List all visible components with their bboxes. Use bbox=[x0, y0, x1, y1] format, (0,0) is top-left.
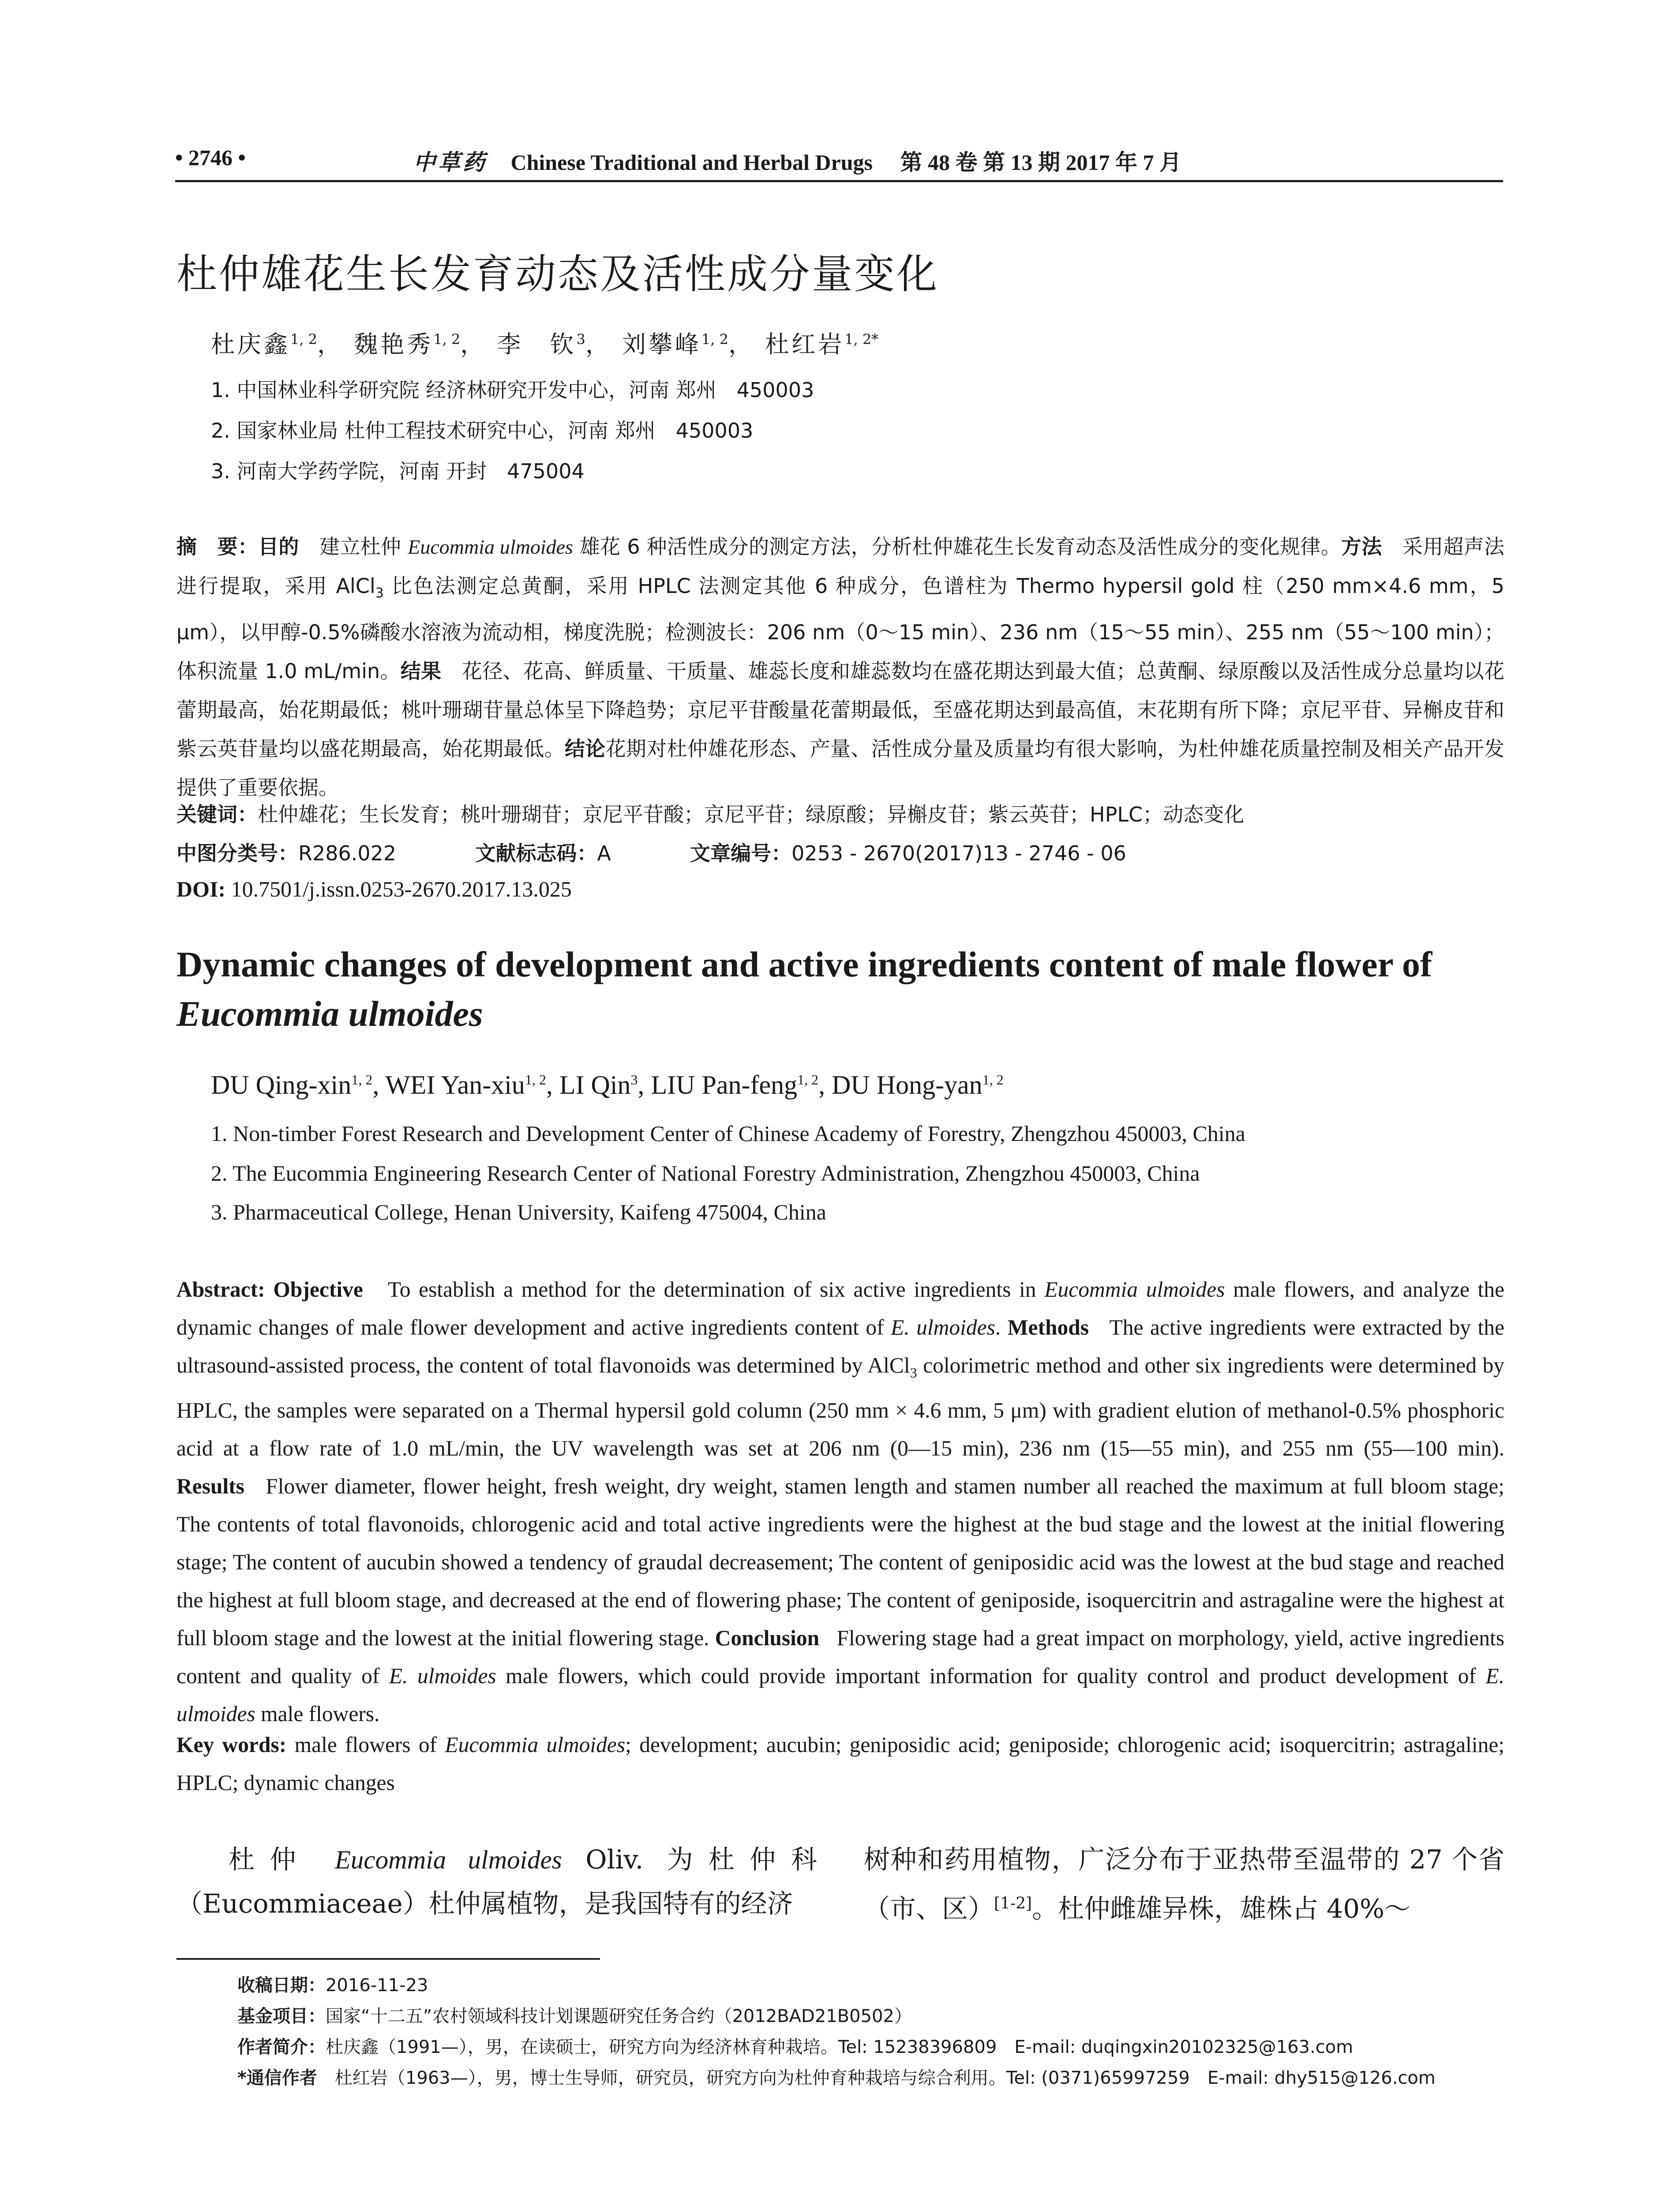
body-text: 杜仲 bbox=[229, 1844, 335, 1875]
author-affil-sup: 1, 2 bbox=[797, 1072, 819, 1088]
affiliation-en: 1. Non-timber Forest Research and Development Center of Chinese Academy of Forestry, Zhengzhou 450003, China bbox=[211, 1121, 1245, 1146]
classification-line bbox=[176, 837, 1126, 867]
authors-cn: 杜庆鑫$^{1, 2}$， 魏艳秀$^{1, 2}$， 李 钦$^3$， 刘攀峰$^{1, 2}$， 杜红岩$^{1, 2*}$ bbox=[211, 330, 879, 358]
author-affil-sup: 1, 2 bbox=[290, 331, 318, 348]
keywords-label: Key words: bbox=[176, 1733, 287, 1757]
journal-info bbox=[413, 145, 1181, 176]
doc-code-value: A bbox=[597, 841, 611, 865]
abstract-text: male flowers. bbox=[255, 1701, 380, 1726]
author-affil-sup: 1, 2 bbox=[525, 1072, 546, 1088]
abstract-text: 比色法测定总黄酮，采用 HPLC 法测定其他 6 种成分，色谱柱为 Thermo hypersil gold 柱（250 mm×4.6 mm，5 μm），以甲醇-0.5%磷酸水溶液为流动相，梯度洗脱；检测波长：206 nm（0～15 min）、236 nm（15～55 min）、255 nm（55～100 min）；体积流量 1.0 mL/min。 bbox=[176, 574, 1504, 683]
title-en-line2: Eucommia ulmoides bbox=[176, 994, 483, 1034]
abstract-text: 采用超声法进行提取，采用 AlCl bbox=[176, 535, 1505, 598]
keywords-text: male flowers of bbox=[294, 1733, 445, 1757]
abstract-text: 建立杜仲 bbox=[319, 535, 408, 559]
running-header bbox=[175, 140, 1503, 182]
footnote-corresponding bbox=[237, 2064, 1436, 2089]
affiliation-cn: 2. 国家林业局 杜仲工程技术研究中心，河南 郑州 450003 bbox=[211, 419, 754, 443]
author-name: DU Qing-xin bbox=[211, 1070, 352, 1099]
footnote-author-bio bbox=[237, 2033, 1353, 2058]
page-number: • 2746 • bbox=[175, 145, 246, 170]
journal-name-en: Chinese Traditional and Herbal Drugs bbox=[510, 150, 873, 175]
abstract-label: 摘 要： bbox=[176, 535, 259, 559]
abstract-cn bbox=[176, 527, 1504, 807]
subscript: 3 bbox=[375, 585, 384, 601]
footnote-label: 基金项目： bbox=[237, 2006, 326, 2026]
author-name: LI Qin bbox=[559, 1070, 631, 1099]
author-name: 李 钦 bbox=[497, 330, 577, 358]
species-name: Eucommia ulmoides bbox=[408, 536, 573, 558]
objective-label: 目的 bbox=[258, 535, 299, 559]
keywords-text: 杜仲雄花；生长发育；桃叶珊瑚苷；京尼平苷酸；京尼平苷；绿原酸；异槲皮苷；紫云英苷；HPLC；动态变化 bbox=[258, 803, 1245, 826]
body-column-left bbox=[176, 1838, 817, 1926]
footnote-text: 杜红岩（1963—），男，博士生导师，研究员，研究方向为杜仲育种栽培与综合利用。Tel: (0371)65997259 E-mail: dhy515@126.com bbox=[317, 2068, 1436, 2088]
title-cn: 杜仲雄花生长发育动态及活性成分量变化 bbox=[176, 251, 939, 298]
body-column-right bbox=[864, 1838, 1504, 1931]
species-name: Eucommia ulmoides bbox=[334, 1845, 562, 1874]
subscript: 3 bbox=[910, 1364, 917, 1381]
abstract-text: male flowers, and analyze the dynamic changes of male flower development and active ingredients content of bbox=[176, 1277, 1505, 1339]
author-affil-sup: 3 bbox=[630, 1072, 638, 1088]
body-text: Oliv. 为杜仲科（Eucommiaceae）杜仲属植物，是我国特有的经济 bbox=[176, 1844, 817, 1919]
species-name: E. ulmoides bbox=[891, 1315, 995, 1339]
footnote-text: 2016-11-23 bbox=[326, 1975, 428, 1996]
author-affil-sup: 1, 2 bbox=[701, 331, 729, 348]
results-label: Results bbox=[176, 1474, 245, 1498]
keywords-text: ; development; aucubin; geniposidic acid; geniposide; chlorogenic acid; isoquercitrin; astragaline; HPLC; dynamic changes bbox=[176, 1733, 1505, 1795]
footnote-divider bbox=[176, 1958, 600, 1960]
affiliation-en: 2. The Eucommia Engineering Research Center of National Forestry Administration, Zhengzhou 450003, China bbox=[211, 1161, 1200, 1186]
doi-label: DOI: bbox=[176, 877, 226, 901]
author-name: LIU Pan-feng bbox=[651, 1070, 798, 1099]
conclusion-label: Conclusion bbox=[715, 1625, 820, 1650]
author-affil-sup: 1, 2 bbox=[433, 331, 461, 348]
footnote-label: 收稿日期： bbox=[237, 1975, 326, 1996]
author-name: 杜庆鑫 bbox=[211, 330, 290, 358]
author-name: 杜红岩 bbox=[765, 330, 845, 358]
clc-value: R286.022 bbox=[298, 841, 397, 865]
abstract-label: Abstract: Objective bbox=[176, 1277, 363, 1302]
title-en-line1: Dynamic changes of development and active ingredients content of male flower of bbox=[176, 944, 1432, 984]
footnote-label: 作者简介： bbox=[237, 2037, 326, 2057]
keywords-cn bbox=[176, 799, 1504, 828]
author-name: WEI Yan-xiu bbox=[385, 1070, 525, 1099]
article-no-value: 0253 - 2670(2017)13 - 2746 - 06 bbox=[791, 841, 1126, 865]
abstract-text: 雄花 6 种活性成分的测定方法，分析杜仲雄花生长发育动态及活性成分的变化规律。 bbox=[573, 535, 1341, 559]
author-affil-sup: 1, 2* bbox=[844, 331, 879, 348]
footnote-text: 国家“十二五”农村领域科技计划课题研究任务合约（2012BAD21B0502） bbox=[326, 2006, 912, 2026]
abstract-text: To establish a method for the determination of six active ingredients in bbox=[387, 1277, 1045, 1302]
citation-ref: [1-2] bbox=[994, 1895, 1032, 1913]
body-text: 。杜仲雌雄异株，雄株占 40%～ bbox=[1032, 1893, 1410, 1924]
author-affil-sup: 1, 2 bbox=[351, 1072, 373, 1088]
species-name: E. ulmoides bbox=[389, 1663, 496, 1688]
title-en bbox=[176, 940, 1504, 1039]
results-label: 结果 bbox=[400, 659, 442, 683]
author-affil-sup: 3 bbox=[576, 331, 585, 348]
species-name: Eucommia ulmoides bbox=[1044, 1277, 1225, 1302]
methods-label: Methods bbox=[1007, 1315, 1089, 1339]
footnote-received bbox=[237, 1971, 428, 1996]
keywords-label: 关键词： bbox=[176, 803, 258, 826]
journal-name-cn: 中草药 bbox=[413, 150, 488, 175]
abstract-text: Flowering stage had a great impact on morphology, yield, active ingredients content and quality of bbox=[176, 1625, 1505, 1688]
footnote-funding bbox=[237, 2002, 912, 2027]
conclusion-label: 结论 bbox=[564, 737, 606, 761]
methods-label: 方法 bbox=[1341, 535, 1382, 559]
clc-label: 中图分类号： bbox=[176, 841, 298, 865]
keywords-en bbox=[176, 1726, 1504, 1802]
doi-line bbox=[176, 876, 572, 902]
author-name: 魏艳秀 bbox=[354, 330, 434, 358]
abstract-text: colorimetric method and other six ingredients were determined by HPLC, the samples were separated on a Thermal hypersil gold column (250 mm × 4.6 mm, 5 μm) with gradient elution of methanol-0.5% phosphoric acid at a flow rate of 1.0 mL/min, the UV wavelength was set at 206 nm (0—15 min), 236 nm (15—55 min), and 255 nm (55—100 min). bbox=[176, 1353, 1504, 1460]
doc-code-label: 文献标志码： bbox=[475, 841, 597, 865]
abstract-text: 花径、花高、鲜质量、干质量、雄蕊长度和雄蕊数均在盛花期达到最大值；总黄酮、绿原酸以及活性成分总量均以花蕾期最高，始花期最低；桃叶珊瑚苷量总体呈下降趋势；京尼平苷酸量花蕾期最低，至盛花期达到最高值，末花期有所下降；京尼平苷、异槲皮苷和紫云英苷量均以盛花期最高，始花期最低。 bbox=[176, 659, 1504, 761]
affiliation-cn: 3. 河南大学药学院，河南 开封 475004 bbox=[211, 459, 585, 483]
article-no-label: 文章编号： bbox=[690, 841, 792, 865]
abstract-text: male flowers, which could provide important information for quality control and product development of bbox=[496, 1663, 1486, 1688]
abstract-text: Flower diameter, flower height, fresh weight, dry weight, stamen length and stamen number all reached the maximum at full bloom stage; The contents of total flavonoids, chlorogenic acid and total active ingredients were the highest at the bud stage and the lowest at the initial flowering stage; The content of aucubin showed a tendency of graudal decreasement; The content of geniposidic acid was the lowest at the bud stage and reached the highest at full bloom stage, and decreased at the end of flowering phase; The content of geniposide, isoquercitrin and astragaline were the highest at full bloom stage and the lowest at the initial flowering stage. bbox=[176, 1474, 1505, 1650]
abstract-text: 花期对杜仲雄花形态、产量、活性成分量及质量均有很大影响，为杜仲雄花质量控制及相关产品开发提供了重要依据。 bbox=[176, 737, 1504, 800]
body-text: 树种和药用植物，广泛分布于亚热带至温带的 27 个省（市、区） bbox=[864, 1844, 1504, 1924]
author-affil-sup: 1, 2 bbox=[982, 1072, 1004, 1088]
abstract-en bbox=[176, 1271, 1504, 1733]
footnote-text: 杜庆鑫（1991—），男，在读硕士，研究方向为经济林育种栽培。Tel: 15238396809 E-mail: duqingxin20102325@163.com bbox=[326, 2037, 1354, 2057]
abstract-text: . bbox=[995, 1315, 1001, 1339]
species-name: E. ulmoides bbox=[176, 1663, 1504, 1726]
author-name: DU Hong-yan bbox=[832, 1070, 982, 1099]
affiliation-en: 3. Pharmaceutical College, Henan University, Kaifeng 475004, China bbox=[211, 1200, 826, 1224]
affiliation-cn: 1. 中国林业科学研究院 经济林研究开发中心，河南 郑州 450003 bbox=[211, 378, 814, 402]
journal-issue: 第 48 卷 第 13 期 2017 年 7 月 bbox=[900, 150, 1181, 175]
footnote-label: *通信作者 bbox=[237, 2068, 317, 2088]
species-name: Eucommia ulmoides bbox=[445, 1733, 626, 1757]
abstract-text: The active ingredients were extracted by the ultrasound-assisted process, the content of total flavonoids was determined by AlCl bbox=[176, 1315, 1504, 1377]
authors-en: DU Qing-xin$^{1, 2}$, WEI Yan-xiu$^{1, 2}$, LI Qin$^3$, LIU Pan-feng$^{1, 2}$, DU Hong-yan$^{1, 2}$ bbox=[211, 1070, 1004, 1099]
author-name: 刘攀峰 bbox=[622, 330, 701, 358]
doi-value: 10.7501/j.issn.0253-2670.2017.13.025 bbox=[231, 877, 572, 901]
